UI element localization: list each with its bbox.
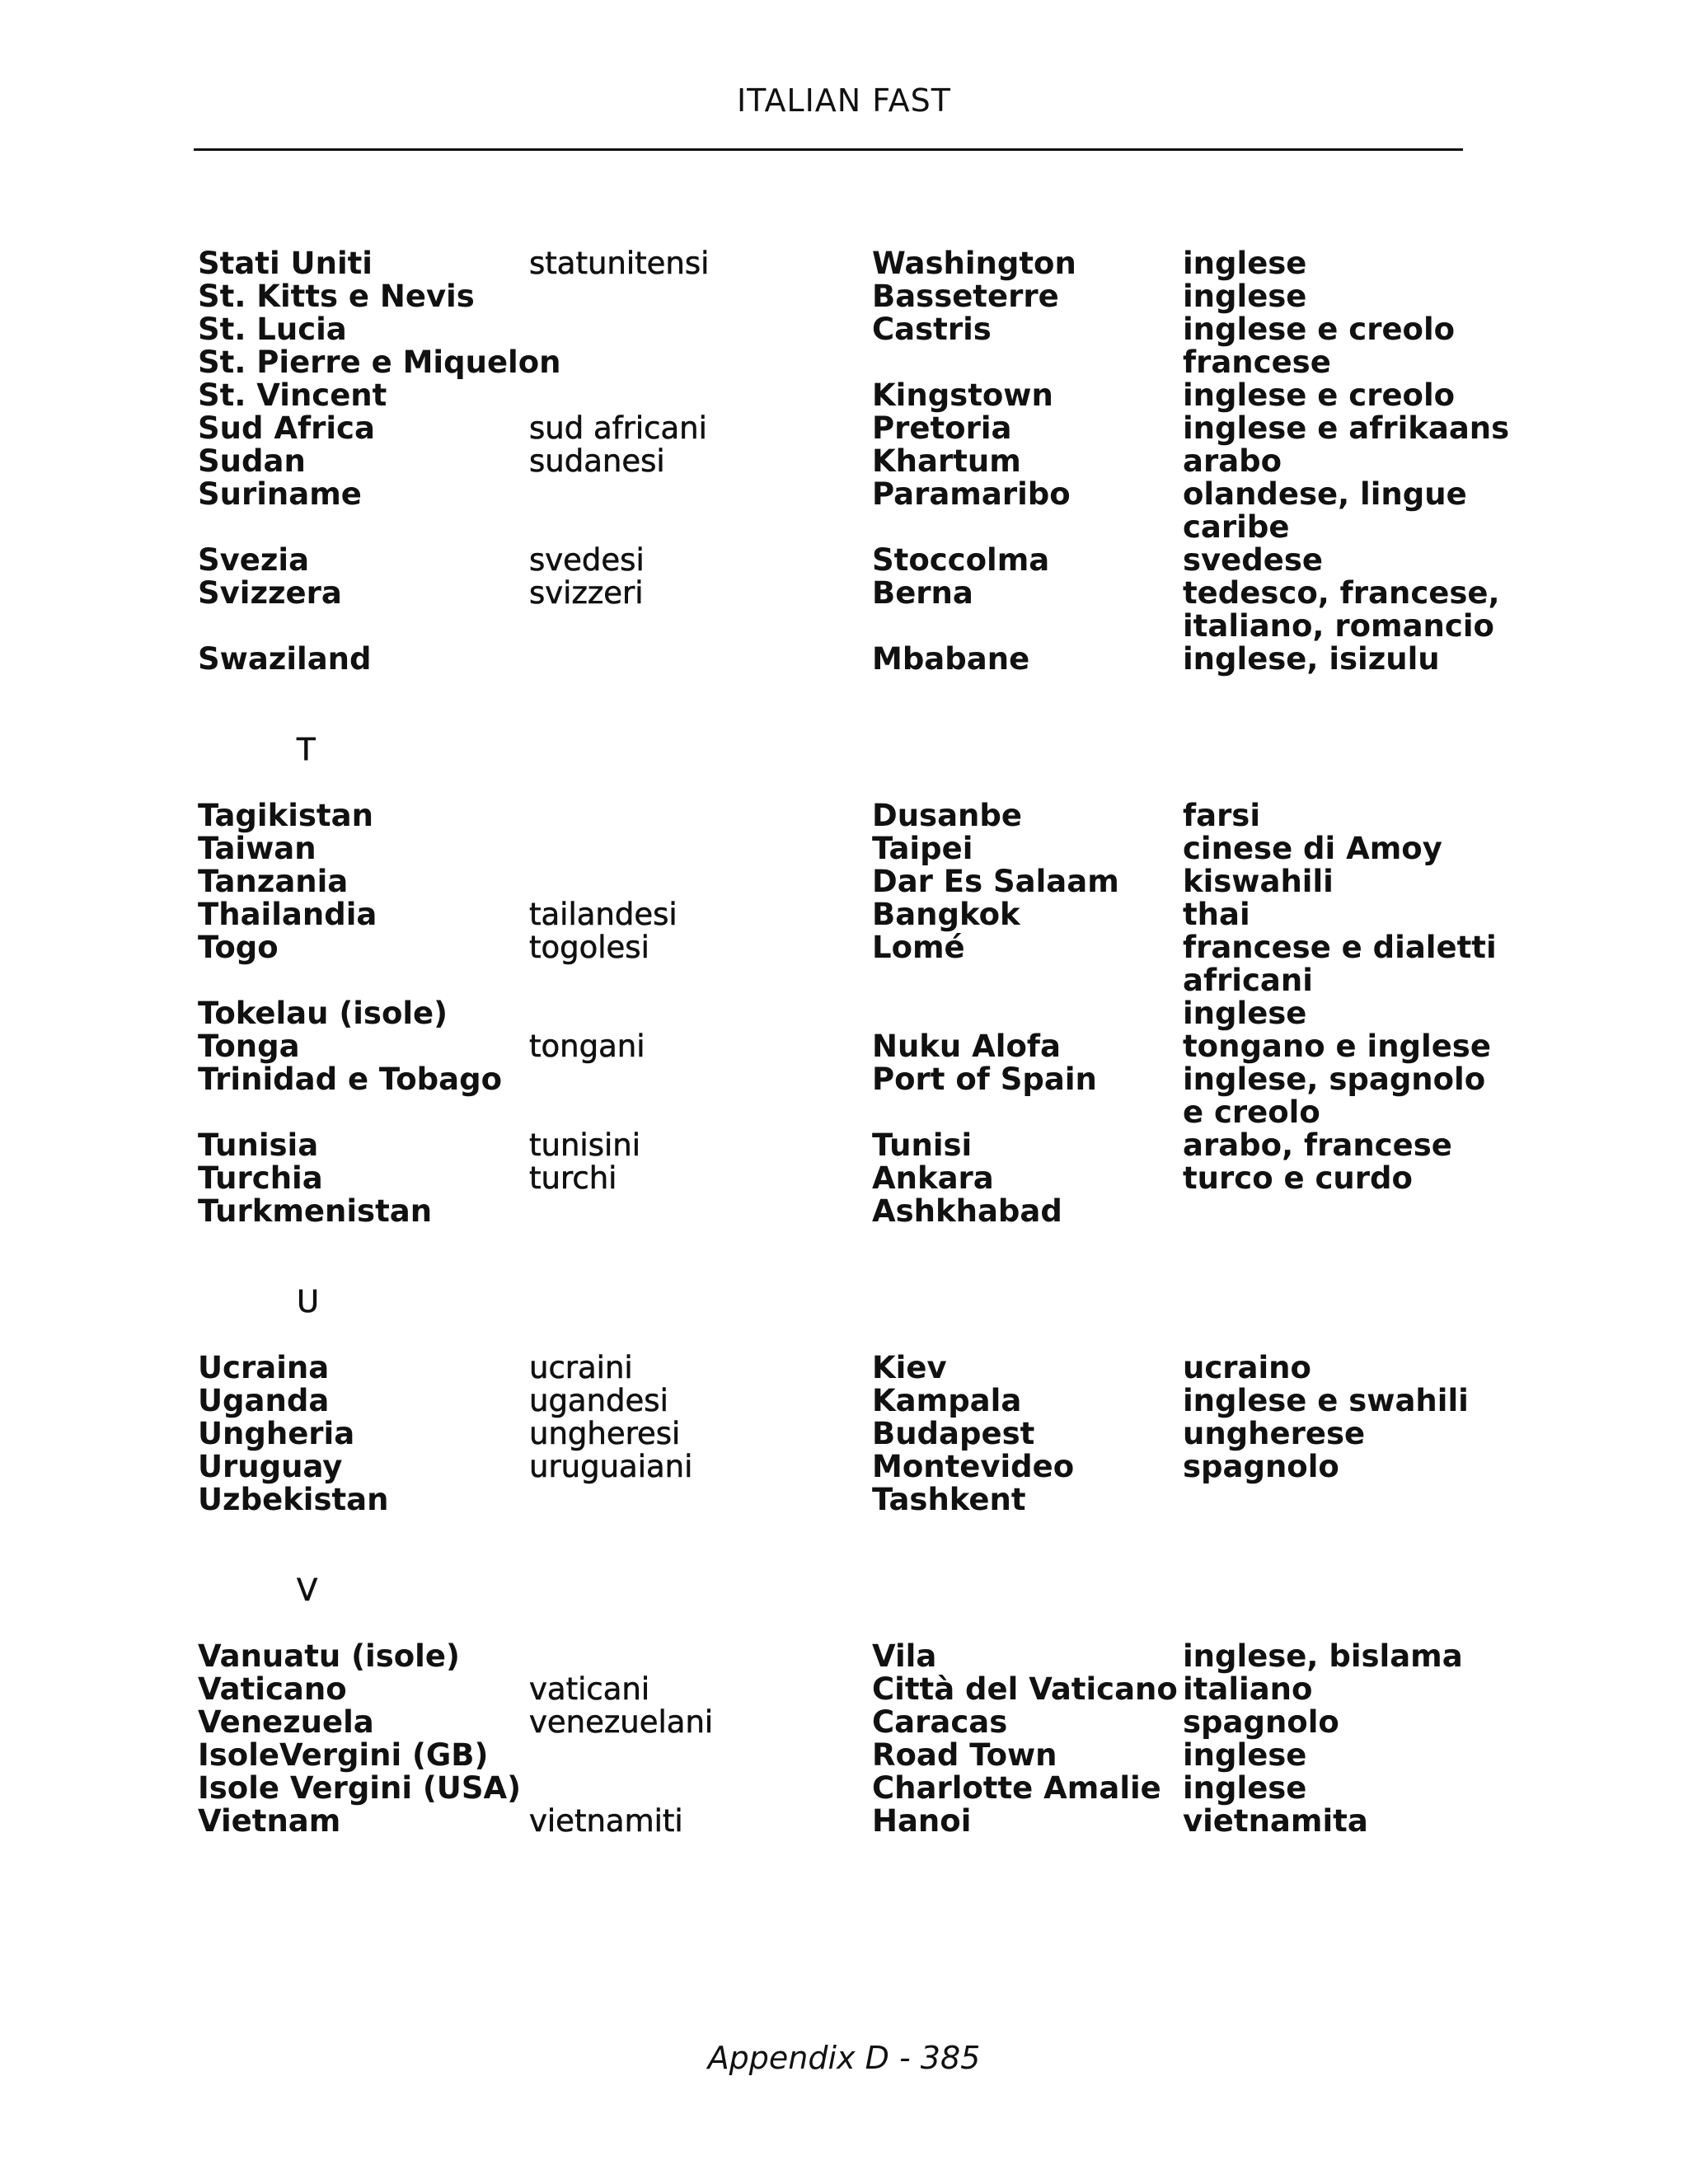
official-language: tongano e inglese (1183, 1029, 1491, 1064)
nationality-adjective: vaticani (529, 1671, 650, 1707)
country-name: Tokelau (isole) (198, 996, 448, 1031)
official-language: ungherese (1183, 1416, 1366, 1451)
table-row (198, 1195, 1500, 1228)
nationality-adjective: sudanesi (529, 443, 665, 479)
capital-city: Vila (872, 1638, 937, 1674)
table-row (198, 1385, 1500, 1418)
table-row (198, 832, 1500, 865)
official-language: inglese (1183, 996, 1307, 1031)
section-spacer (198, 1516, 1500, 1574)
official-language: inglese e swahili (1183, 1383, 1469, 1418)
table-row (198, 1030, 1500, 1063)
table-row (198, 898, 1500, 931)
nationality-adjective: sud africani (529, 410, 707, 446)
table-row (198, 1673, 1500, 1706)
table-row-continuation (198, 1096, 1500, 1129)
section-letter: T (297, 732, 316, 767)
section-spacer (198, 676, 1500, 733)
capital-city: Hanoi (872, 1803, 972, 1839)
country-name: Vanuatu (isole) (198, 1638, 460, 1674)
country-name: Ucraina (198, 1350, 330, 1385)
official-language: spagnolo (1183, 1449, 1339, 1484)
official-language: francese (1183, 344, 1331, 380)
official-language: francese e dialetti (1183, 930, 1497, 965)
nationality-adjective: uruguaiani (529, 1449, 693, 1484)
country-name: Togo (198, 930, 279, 965)
capital-city: Charlotte Amalie (872, 1770, 1161, 1806)
official-language: inglese, isizulu (1183, 641, 1440, 677)
country-name: Uruguay (198, 1449, 343, 1484)
official-language: turco e curdo (1183, 1160, 1413, 1196)
country-name: Isole Vergini (USA) (198, 1770, 522, 1806)
capital-city: Port of Spain (872, 1062, 1097, 1097)
table-row (198, 1739, 1500, 1772)
table-row (198, 1706, 1500, 1739)
official-language-continued: e creolo (1183, 1094, 1320, 1130)
table-row (198, 1805, 1500, 1838)
official-language: cinese di Amoy (1183, 831, 1442, 866)
section-spacer (198, 1228, 1500, 1286)
nationality-adjective: tunisini (529, 1127, 640, 1163)
capital-city: Budapest (872, 1416, 1035, 1451)
country-name: Swaziland (198, 641, 372, 677)
capital-city: Bangkok (872, 897, 1020, 932)
country-table (198, 246, 1510, 1839)
country-name: Sud Africa (198, 410, 375, 446)
nationality-adjective: ugandesi (529, 1383, 668, 1418)
country-name: Stati Uniti (198, 246, 373, 281)
capital-city: Dusanbe (872, 798, 1022, 833)
country-name: Uganda (198, 1383, 330, 1418)
capital-city: Washington (872, 246, 1076, 281)
official-language: inglese, bislama (1183, 1638, 1463, 1674)
capital-city: Kiev (872, 1350, 947, 1385)
official-language: inglese (1183, 1737, 1307, 1773)
table-row (198, 1772, 1500, 1805)
table-row (198, 997, 1500, 1030)
capital-city: Lomé (872, 930, 965, 965)
official-language: svedese (1183, 542, 1323, 578)
country-name: Trinidad e Tobago (198, 1062, 503, 1097)
nationality-adjective: turchi (529, 1160, 617, 1196)
country-name: Turchia (198, 1160, 323, 1196)
capital-city: Ankara (872, 1160, 994, 1196)
official-language-continued: africani (1183, 963, 1313, 998)
official-language-continued: italiano, romancio (1183, 608, 1494, 644)
table-row (198, 577, 1500, 610)
table-row (198, 445, 1500, 478)
capital-city: Tashkent (872, 1482, 1026, 1517)
section-letter: V (297, 1572, 318, 1608)
table-row (198, 799, 1500, 832)
capital-city: Stoccolma (872, 542, 1050, 578)
table-row (198, 544, 1500, 577)
table-row (198, 1640, 1500, 1673)
country-name: Uzbekistan (198, 1482, 389, 1517)
capital-city: Kingstown (872, 377, 1053, 413)
nationality-adjective: tailandesi (529, 897, 678, 932)
capital-city: Dar Es Salaam (872, 864, 1119, 899)
table-row (198, 247, 1500, 280)
capital-city: Pretoria (872, 410, 1012, 446)
nationality-adjective: statunitensi (529, 246, 710, 281)
running-head: ITALIAN FAST (736, 82, 952, 119)
country-name: Tagikistan (198, 798, 373, 833)
country-name: Vaticano (198, 1671, 347, 1707)
capital-city: Città del Vaticano (872, 1671, 1178, 1707)
table-row-continuation (198, 511, 1500, 544)
table-row-continuation (198, 610, 1500, 643)
country-name: Svizzera (198, 575, 342, 611)
page-footer: Appendix D - 385 (707, 2040, 981, 2076)
table-row (198, 346, 1500, 379)
official-language: vietnamita (1183, 1803, 1368, 1839)
official-language: inglese (1183, 1770, 1307, 1806)
official-language: inglese e afrikaans (1183, 410, 1510, 446)
capital-city: Berna (872, 575, 973, 611)
table-row (198, 931, 1500, 964)
country-name: Suriname (198, 476, 362, 512)
official-language: arabo (1183, 443, 1282, 479)
table-row (198, 1483, 1500, 1516)
official-language-continued: caribe (1183, 509, 1290, 545)
capital-city: Kampala (872, 1383, 1022, 1418)
country-name: Tonga (198, 1029, 300, 1064)
capital-city: Castris (872, 312, 992, 347)
table-row (198, 410, 1510, 446)
nationality-adjective: svedesi (529, 542, 645, 578)
official-language: kiswahili (1183, 864, 1334, 899)
official-language: inglese e creolo (1183, 377, 1456, 413)
capital-city: Montevideo (872, 1449, 1075, 1484)
header-rule (194, 148, 1463, 151)
table-row (198, 1352, 1500, 1385)
country-name: Sudan (198, 443, 306, 479)
country-name: Taiwan (198, 831, 316, 866)
capital-city: Khartum (872, 443, 1021, 479)
table-row-continuation (198, 964, 1500, 997)
country-name: Venezuela (198, 1704, 374, 1740)
country-name: St. Vincent (198, 377, 387, 413)
country-name: Turkmenistan (198, 1193, 433, 1229)
country-name: Ungheria (198, 1416, 355, 1451)
section-spacer (198, 1607, 1500, 1640)
table-row (198, 643, 1500, 676)
nationality-adjective: togolesi (529, 930, 649, 965)
official-language: inglese (1183, 279, 1307, 314)
table-row (198, 1063, 1500, 1096)
official-language: olandese, lingue (1183, 476, 1467, 512)
table-row (198, 379, 1500, 412)
table-row (198, 1162, 1500, 1195)
capital-city: Nuku Alofa (872, 1029, 1061, 1064)
official-language: inglese (1183, 246, 1307, 281)
country-name: St. Kitts e Nevis (198, 279, 475, 314)
capital-city: Tunisi (872, 1127, 973, 1163)
official-language: spagnolo (1183, 1704, 1339, 1740)
table-row (198, 1451, 1500, 1483)
capital-city: Caracas (872, 1704, 1008, 1740)
official-language: ucraino (1183, 1350, 1311, 1385)
nationality-adjective: ucraini (529, 1350, 633, 1385)
country-name: Svezia (198, 542, 310, 578)
capital-city: Paramaribo (872, 476, 1071, 512)
country-name: St. Lucia (198, 312, 347, 347)
official-language: arabo, francese (1183, 1127, 1452, 1163)
capital-city: Road Town (872, 1737, 1057, 1773)
capital-city: Mbabane (872, 641, 1030, 677)
section-letter: U (297, 1284, 320, 1319)
table-row (198, 280, 1500, 313)
country-name: Tanzania (198, 864, 349, 899)
country-name: Tunisia (198, 1127, 319, 1163)
official-language: inglese, spagnolo (1183, 1062, 1486, 1097)
nationality-adjective: svizzeri (529, 575, 644, 611)
country-name: St. Pierre e Miquelon (198, 344, 561, 380)
nationality-adjective: tongani (529, 1029, 645, 1064)
official-language: farsi (1183, 798, 1261, 833)
nationality-adjective: venezuelani (529, 1704, 714, 1740)
capital-city: Taipei (872, 831, 973, 866)
official-language: italiano (1183, 1671, 1313, 1707)
nationality-adjective: ungheresi (529, 1416, 681, 1451)
section-spacer (198, 1319, 1500, 1352)
table-row (198, 1418, 1500, 1451)
section-spacer (198, 766, 1500, 799)
capital-city: Ashkhabad (872, 1193, 1062, 1229)
table-row (198, 865, 1500, 898)
country-name: Vietnam (198, 1803, 341, 1839)
table-row (198, 1129, 1500, 1162)
capital-city: Basseterre (872, 279, 1059, 314)
table-row (198, 313, 1500, 346)
official-language: inglese e creolo (1183, 312, 1456, 347)
nationality-adjective: vietnamiti (529, 1803, 683, 1839)
official-language: thai (1183, 897, 1250, 932)
country-name: IsoleVergini (GB) (198, 1737, 489, 1773)
official-language: tedesco, francese, (1183, 575, 1500, 611)
country-name: Thailandia (198, 897, 377, 932)
table-row (198, 478, 1500, 511)
